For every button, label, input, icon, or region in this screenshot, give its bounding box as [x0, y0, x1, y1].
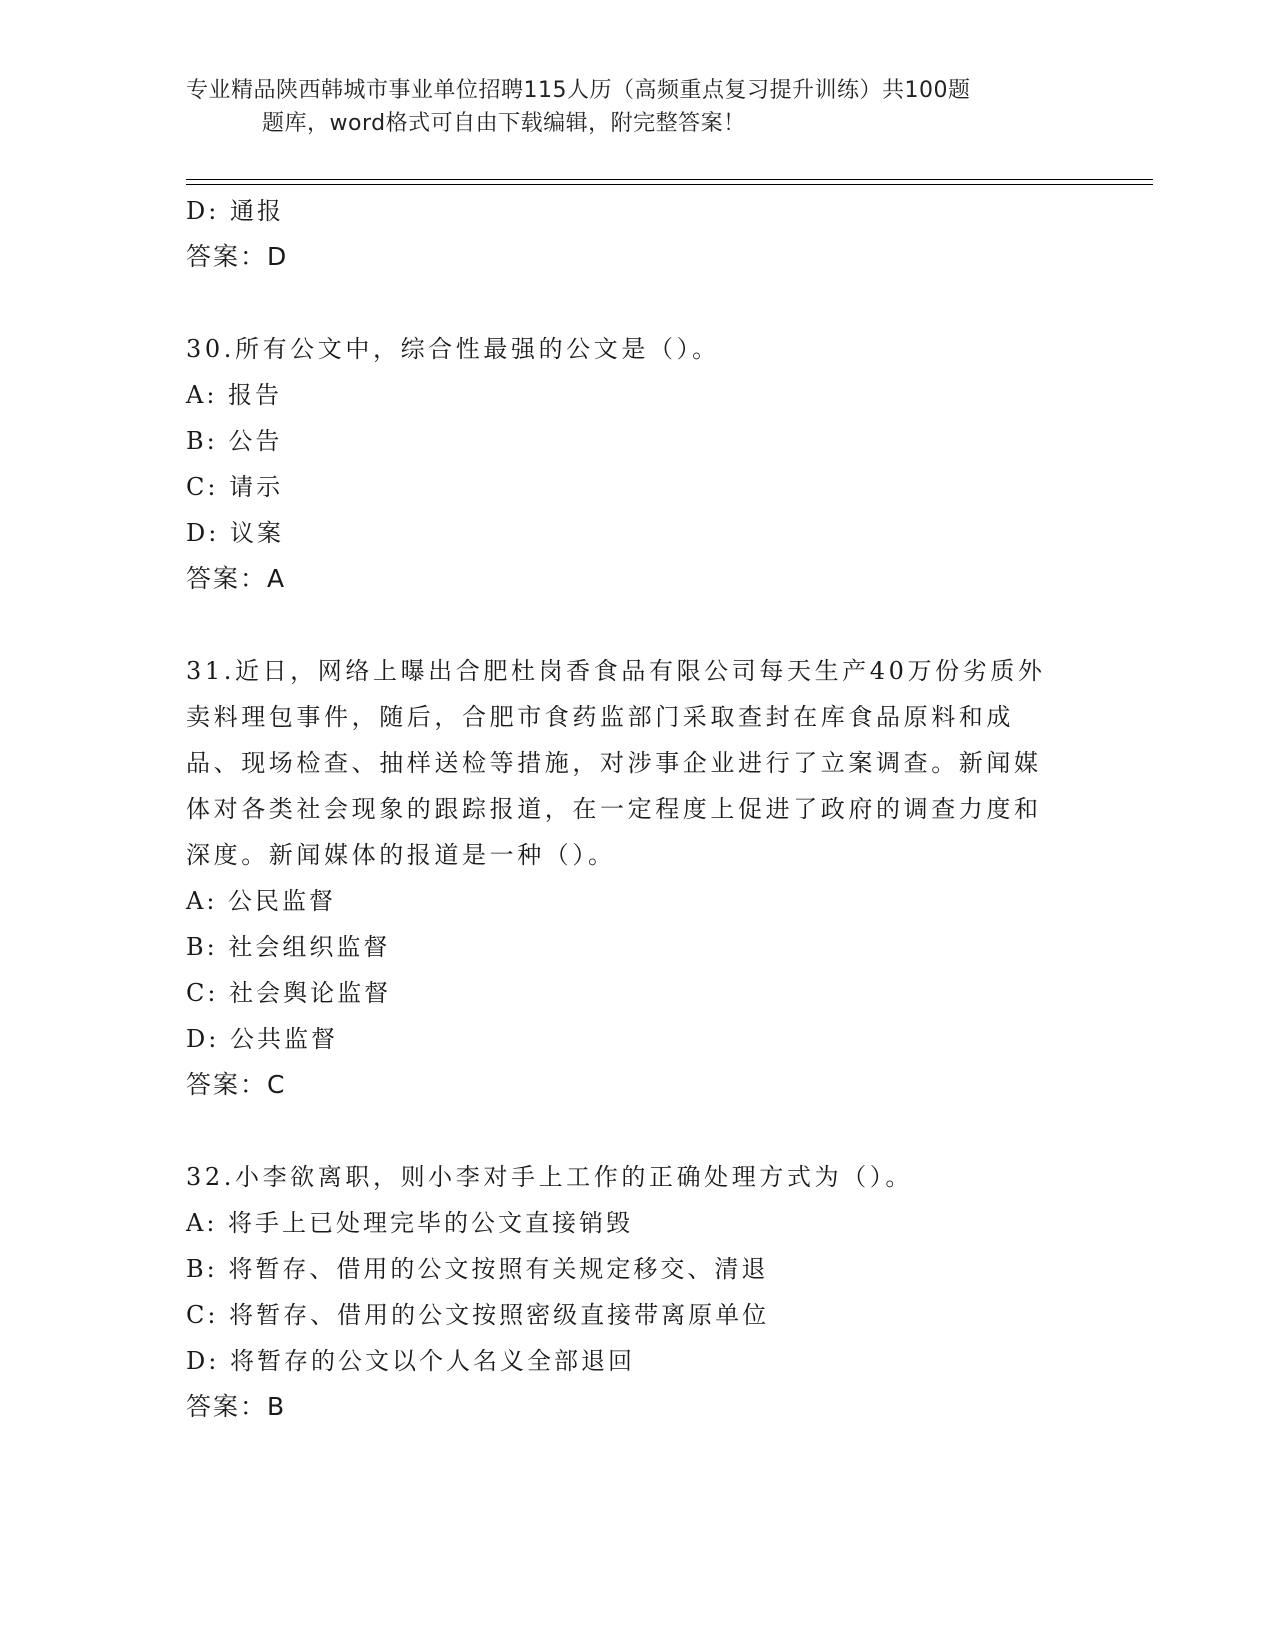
answer: 答案：A: [186, 564, 287, 593]
option-c: C: 社会舆论监督: [186, 979, 392, 1007]
option-a: A: 将手上已处理完毕的公文直接销毁: [186, 1209, 634, 1237]
header-title-line2: 题库，word格式可自由下载编辑，附完整答案！: [262, 111, 746, 136]
header-title-line1: 专业精品陕西韩城市事业单位招聘115人历（高频重点复习提升训练）共100题: [186, 78, 971, 103]
spacer: [186, 280, 1066, 326]
prev-answer: 答案：D: [186, 242, 289, 271]
option-d: D: 将暂存的公文以个人名义全部退回: [186, 1347, 635, 1375]
option-b: B: 公告: [186, 427, 283, 455]
document-header: [186, 74, 1056, 140]
header-divider-bottom: [186, 184, 1153, 185]
question-stem: 30.所有公文中，综合性最强的公文是（）。: [186, 335, 720, 363]
option-b: B: 将暂存、借用的公文按照有关规定移交、清退: [186, 1255, 769, 1283]
option-a: A: 报告: [186, 381, 283, 409]
option-c: C: 请示: [186, 473, 284, 501]
prev-option-d: D: 通报: [186, 197, 284, 225]
option-d: D: 公共监督: [186, 1025, 338, 1053]
spacer: [186, 1108, 1066, 1154]
answer: 答案：B: [186, 1392, 287, 1421]
option-b: B: 社会组织监督: [186, 933, 391, 961]
header-divider-top: [186, 179, 1153, 180]
option-d: D: 议案: [186, 519, 284, 547]
question-31: [186, 648, 1066, 1108]
question-stem: 32.小李欲离职，则小李对手上工作的正确处理方式为（）。: [186, 1163, 913, 1191]
question-32: [186, 1154, 1066, 1430]
question-30: [186, 326, 1066, 602]
spacer: [186, 602, 1066, 648]
option-a: A: 公民监督: [186, 887, 337, 915]
answer: 答案：C: [186, 1070, 287, 1099]
option-c: C: 将暂存、借用的公文按照密级直接带离原单位: [186, 1301, 770, 1329]
question-stem: 31.近日，网络上曝出合肥杜岗香食品有限公司每天生产40万份劣质外卖料理包事件，随后，合肥市食药监部门采取查封在库食品原料和成品、现场检查、抽样送检等措施，对涉事企业进行了立案调查。新闻媒体对各类社会现象的跟踪报道，在一定程度上促进了政府的调查力度和深度。新闻媒体的报道是一种（）。: [186, 657, 1046, 869]
document-body: [186, 188, 1066, 1430]
